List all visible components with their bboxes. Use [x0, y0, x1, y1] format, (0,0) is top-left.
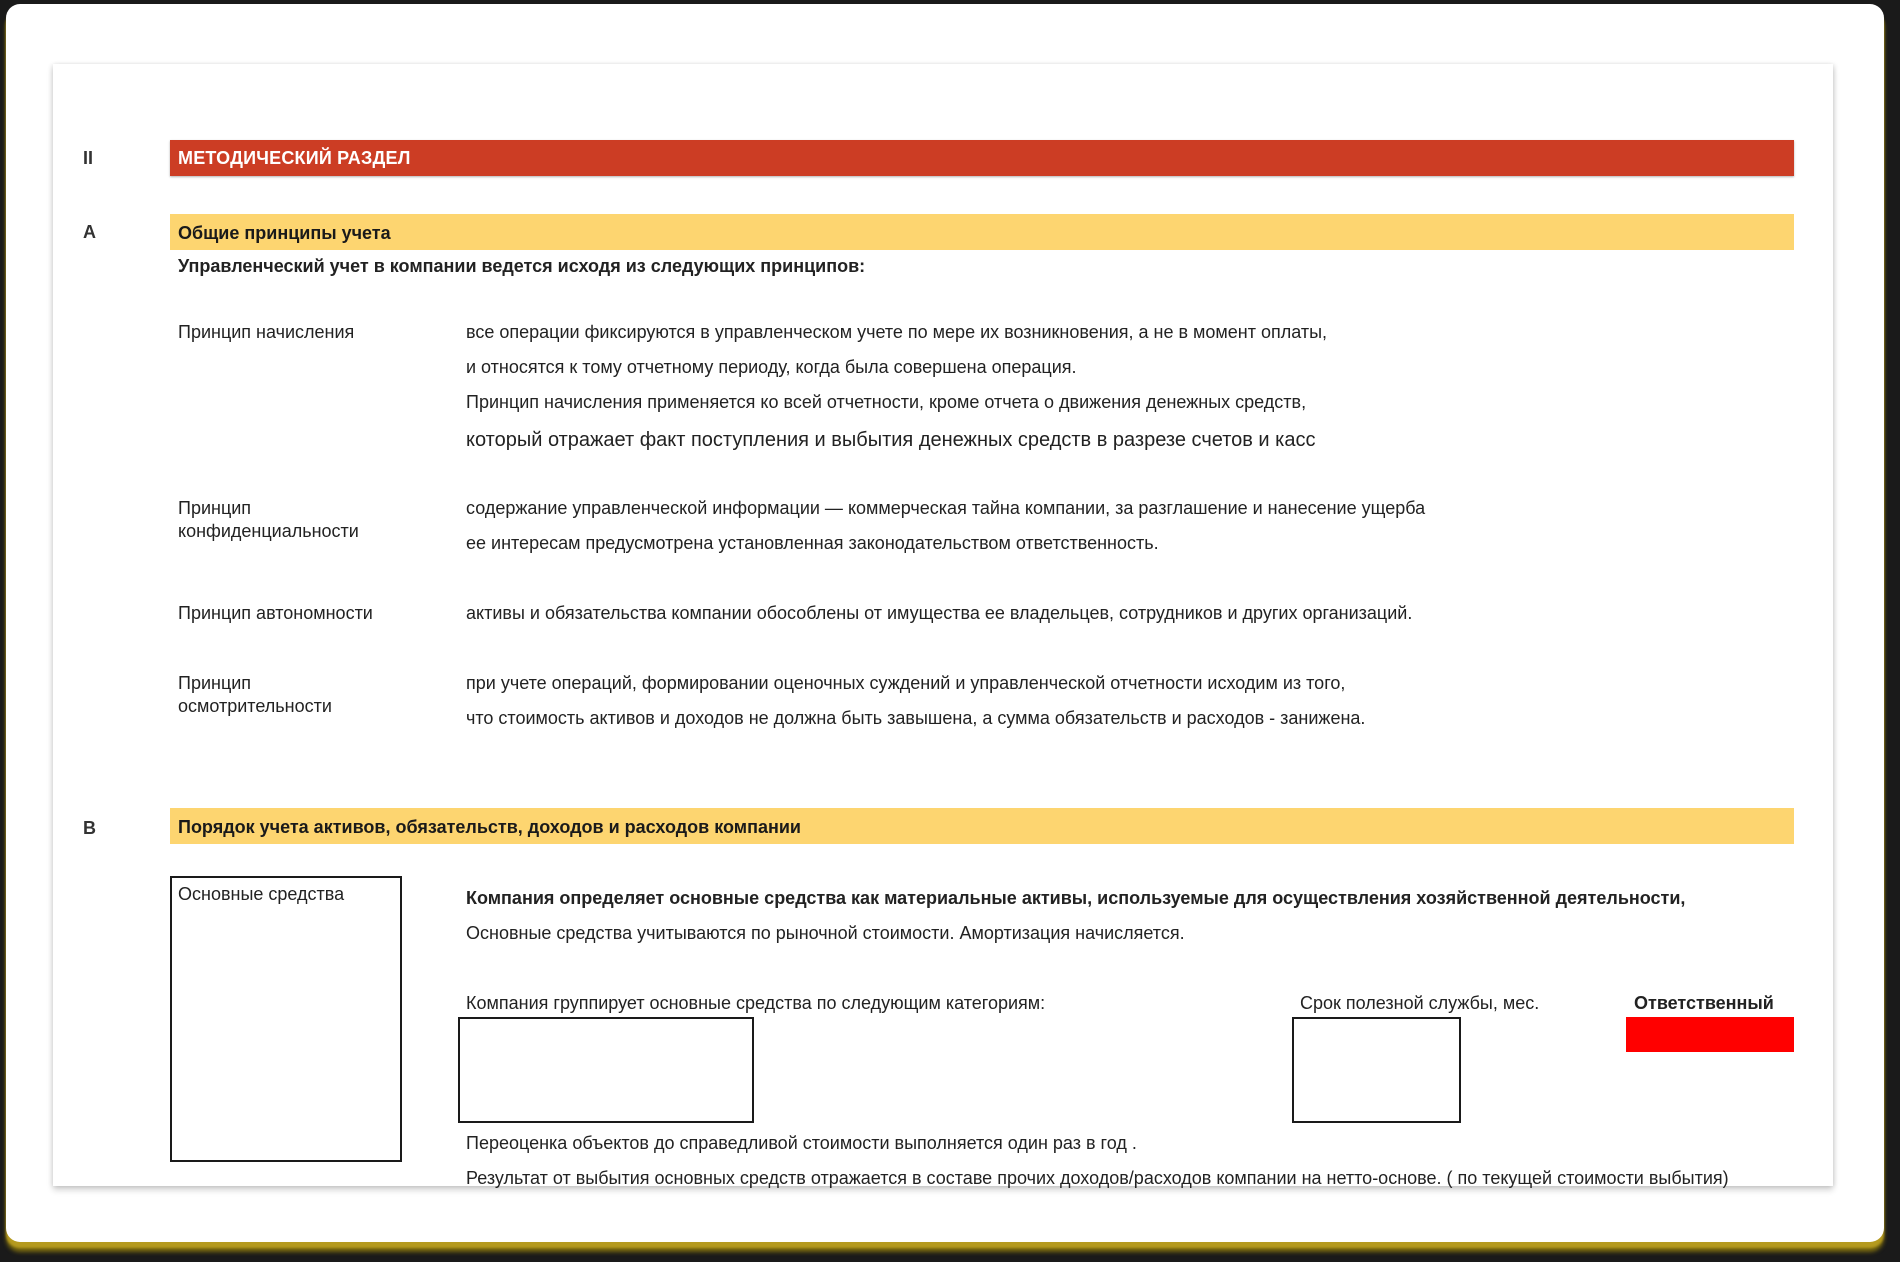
subsection-a-title: Общие принципы учета	[178, 223, 391, 243]
categories-label: Компания группирует основные средства по следующим категориям:	[466, 993, 1046, 1013]
principle-line: и относятся к тому отчетному периоду, когда была совершена операция.	[466, 357, 1077, 377]
disposal-text: Результат от выбытия основных средств отражается в составе прочих доходов/расходов компании на нетто-основе. ( по текущей стоимости выбытия)	[466, 1168, 1729, 1188]
principles-intro: Управленческий учет в компании ведется исходя из следующих принципов:	[178, 256, 866, 276]
principle-line: что стоимость активов и доходов не должна быть завышена, а сумма обязательств и расходов - занижена.	[466, 708, 1366, 728]
subsection-b-bar	[170, 808, 1794, 844]
useful-life-input-box[interactable]	[1292, 1017, 1461, 1123]
principle-name: Принцип автономности	[178, 603, 373, 623]
revaluation-text: Переоценка объектов до справедливой стоимости выполняется один раз в год .	[466, 1133, 1137, 1153]
subsection-a-letter: A	[83, 222, 96, 242]
principle-name: Принцип	[178, 498, 252, 518]
section-header-bar	[170, 140, 1794, 176]
responsible-label: Ответственный	[1634, 993, 1774, 1013]
principle-line: который отражает факт поступления и выбытия денежных средств в разрезе счетов и касс	[466, 429, 1316, 451]
responsible-field[interactable]	[1626, 1017, 1794, 1052]
principle-name: Принцип начисления	[178, 322, 355, 342]
principle-name: осмотрительности	[178, 696, 332, 716]
section-title: МЕТОДИЧЕСКИЙ РАЗДЕЛ	[178, 148, 411, 168]
document-frame	[6, 4, 1884, 1242]
fixed-assets-valuation: Основные средства учитываются по рыночной стоимости. Амортизация начисляется.	[466, 923, 1185, 943]
subsection-a-bar	[170, 214, 1794, 250]
subsection-b-title: Порядок учета активов, обязательств, доходов и расходов компании	[178, 817, 801, 837]
principle-line: активы и обязательства компании обособлены от имущества ее владельцев, сотрудников и других организаций.	[466, 603, 1413, 623]
fixed-assets-box	[170, 876, 402, 1162]
principle-name: Принцип	[178, 673, 252, 693]
principle-line: ее интересам предусмотрена установленная законодательством ответственность.	[466, 533, 1159, 553]
subsection-b-letter: B	[83, 818, 96, 838]
categories-input-box[interactable]	[458, 1017, 754, 1123]
principle-line: все операции фиксируются в управленческом учете по мере их возникновения, а не в момент оплаты,	[466, 322, 1328, 342]
principle-line: Принцип начисления применяется ко всей отчетности, кроме отчета о движения денежных средств,	[466, 392, 1307, 412]
document-sheet	[53, 64, 1833, 1186]
principle-line: при учете операций, формировании оценочных суждений и управленческой отчетности исходим из того,	[466, 673, 1346, 693]
section-number: II	[83, 148, 94, 168]
fixed-assets-definition: Компания определяет основные средства как материальные активы, используемые для осуществления хозяйственной деятельности,	[466, 888, 1686, 908]
principle-line: содержание управленческой информации — коммерческая тайна компании, за разглашение и нанесение ущерба	[466, 498, 1426, 518]
principle-name: конфиденциальности	[178, 521, 359, 541]
useful-life-label: Срок полезной службы, мес.	[1300, 993, 1540, 1013]
fixed-assets-box-label: Основные средства	[178, 884, 345, 904]
